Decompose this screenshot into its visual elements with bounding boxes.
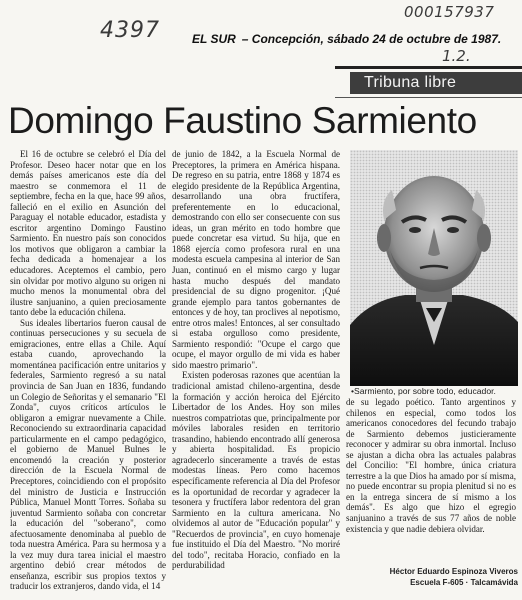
section-rule-bottom (335, 97, 522, 98)
paragraph: Existen poderosas razones que acentúan la tradicional amistad chileno-argentina, desde la formación y acción heroica del Ejército Libertador de los Andes. Hoy son miles nuestros compatriotas que, principalmente por móviles laborales residen en territorio trasandino, habiendo encontrado allí generosa y abierta hospitalidad. Es propicio agradecerlo sinceramente a través de estas modestas líneas. Pero como hacemos específicamente referencia al Día del Profesor es la oportunidad de recordar y agradecer la tesonera y fructífera labor redentora del gran Sarmiento en la cultura americana. No olvidemos al autor de "Educación popular" y "Recuerdos de provincia", en cuyo homenaje fue instituido el Día del Maestro. "No moriré del todo", recitaba Horacio, confiado en la perdurabilidad (172, 370, 340, 571)
article-column-3 (346, 397, 516, 557)
paragraph: El 16 de octubre se celebró el Día del Profesor. Deseo hacer notar que en los demás países americanos este día del maestro se conmemora el 11 de septiembre, fecha en la que, hace 99 años, falleció en el exilio en Asunción del Paraguay el notable educador, estadista y escritor argentino Domingo Faustino Sarmiento. En nuestro país son conocidos los motivos que obligaron a cambiar la fecha dedicada a homenajear a los educadores. Aceptemos el cambio, pero sin olvidar por motivo alguno su origen ni mucho menos la monumental obra del ilustre sanjuanino, a quien preciosamente tanto debe la educación chilena. (10, 149, 166, 318)
author-affiliation: Escuela F-605 · Talcamávida (410, 578, 518, 587)
author-signature (350, 566, 518, 588)
section-banner: Tribuna libre (350, 72, 522, 94)
article-column-2 (172, 149, 340, 599)
paragraph: de junio de 1842, a la Escuela Normal de Preceptores, la primera en América hispana. De regreso en su patria, entre 1868 y 1874 es elegido presidente de la República Argentina, desarrollando una obra fructífera, preferentemente en lo educacional, demostrando con ello ser consecuente con sus ideas, un gran mérito en todo hombre que puede concretar esa virtud. Su hija, que en 1868 ejercía como profesora rural en una modesta escuela campesina al interior de San Juan, continuó en el mismo cargo y lugar hasta mucho después del mandato presidencial de su digno progenitor. ¡Qué grande ejemplo para tantos gobernantes de entonces y de hoy, tan proclives al nepotismo, entre otros males! Entonces, al ser consultado si estaba orgulloso como presidente, Sarmiento respondió: "Ocupe el cargo que ocupe, el mayor orgullo de mi vida es haber sido maestro primario". (172, 149, 340, 370)
masthead-line (192, 32, 501, 46)
paragraph: Sus ideales libertarios fueron causal de continuas persecuciones y su secuela de emigraciones, entre ellas a Chile. Aquí estaba cuando, aprovechando la momentánea pacificación entre unitarios y federales, Sarmiento regresó a su natal provincia de San Juan en 1836, fundando un Colegio de Señoritas y el semanario "El Zonda", cuyos críticos artículos le obligaron a emigrar nuevamente a Chile. Reconociendo su extraordinaria capacidad particularmente en el campo pedagógico, el gobierno de Manuel Bulnes le encomendó la creación y posterior dirección de la Escuela Normal de Preceptores, coincidiendo con el propósito del ministro de Justicia e Instrucción Pública, Manuel Montt Torres. Soñaba su juventud Sarmiento soñaba con concretar la educación del "soberano", como afectuosamente denominaba al pueblo de toda nuestra América. Para su hermosa y a la vez muy dura tarea inicial el maestro argentino debió crear métodos de enseñanza, escribir sus propios textos y traducir los extranjeros, dando vida, el 14 (10, 317, 166, 592)
author-name: Héctor Eduardo Espinoza Viveros (389, 567, 518, 576)
portrait-illustration (350, 150, 518, 386)
sarmiento-portrait-photo (350, 150, 518, 386)
article-headline: Domingo Faustino Sarmiento (8, 100, 477, 141)
publication-name: EL SUR (192, 32, 236, 46)
handwritten-mark: 1.2. (442, 47, 471, 65)
handwritten-archive-number: 4397 (100, 18, 160, 43)
paragraph: de su legado poético. Tanto argentinos y chilenos en especial, como todos los americanos conocedores del fecundo trabajo de Sarmiento debemos justicieramente reconocer y admirar su obra inmortal. Incluso se ajustan a dicha obra las actuales palabras del Concilio: "El hombre, única criatura terrestre a la que Dios ha amado por sí misma, no puede encontrar su propia plenitud si no es en la entrega sincera de sí mismo a los demás". Es algo que hizo el egregio sanjuanino a través de sus 77 años de noble existencia y que nadie debiera olvidar. (346, 397, 516, 534)
photo-caption: •Sarmiento, por sobre todo, educador. (351, 386, 496, 396)
article-column-1 (10, 149, 166, 599)
dateline: – Concepción, sábado 24 de octubre de 1987. (241, 32, 502, 46)
section-rule-top (335, 66, 522, 69)
handwritten-catalog-number: 000157937 (404, 3, 495, 21)
